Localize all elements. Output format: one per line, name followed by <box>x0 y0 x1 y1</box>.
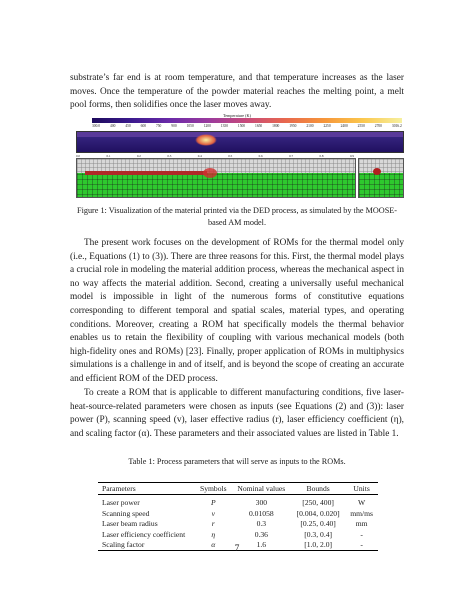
colorbar-tick-label: 1500 <box>237 124 246 128</box>
melt-pool-hotspot <box>195 134 217 146</box>
cell-units: W <box>358 498 366 507</box>
cell-symbol: r <box>211 519 215 529</box>
paragraph-inputs: To create a ROM that is applicable to different manufacturing conditions, five laser-heat-source-related parameters were chosen as inputs (see Equations (2) and (3)): laser power (P), scanning speed (v), laser effective radius (r), laser efficiency coefficient (η), and scaling factor (α). These parameters and their associated values are listed in Table 1. <box>70 388 404 439</box>
paragraph-rom-focus: The present work focuses on the development of ROMs for the thermal model only (i.e., Equations (1) to (3)). There are three reasons for this. First, the thermal model plays a crucial role in modeling the material addition process, whereas the mechanical aspect in no way affects the material addition. Second, creating a universally useful mechanical model is impossible in light of the numerous forms of constitutive equations corresponding to different temporal and spatial scales, material types, and operating conditions. Moreover, creating a ROM hat specifically models the thermal behavior enables us to retain the flexibility of coupling with various mechanical models (both high-fidelity ones and ROMs) [23]. Finally, proper application of ROMs in multiphysics simulations is a challenge in and of itself, and is beyond the scope of creating an accurate and efficient ROM of the DED process. <box>70 238 404 384</box>
cell-param: Laser power <box>102 498 140 507</box>
cell-symbol: P <box>210 498 216 507</box>
mesh-tick-label: 0.4 <box>197 154 202 158</box>
cell-nominal: 300 <box>255 498 268 507</box>
header-nominal: Nominal values <box>232 483 291 495</box>
mesh-tick-label: 0.7 <box>289 154 294 158</box>
colorbar-tick-label: 900 <box>171 124 177 128</box>
page-number: 7 <box>234 544 240 554</box>
cell-symbol: η <box>211 529 216 539</box>
colorbar-tick-label: 450 <box>125 124 131 128</box>
cell-bounds: [0.25, 0.40] <box>300 519 336 529</box>
cell-nominal: 1.6 <box>232 540 291 551</box>
colorbar-tick-label: 2100 <box>306 124 314 128</box>
parameters-table <box>98 482 378 551</box>
header-symbols: Symbols <box>195 483 232 495</box>
cell-bounds: [1.0, 2.0] <box>291 540 345 551</box>
colorbar-tick-label: 2700 <box>374 124 382 128</box>
mesh-tick-label: 0.2 <box>136 154 141 158</box>
colorbar-tick-label: 1350 <box>220 124 228 128</box>
mesh-tick-label: 0.9 <box>349 154 354 158</box>
table-header-row <box>98 483 378 495</box>
mesh-tick-label: 0.0 <box>76 154 80 158</box>
colorbar-tick-label: 2250 <box>323 124 331 128</box>
colorbar-tick-label: 1200 <box>203 124 211 128</box>
melt-pool-spot <box>203 168 217 178</box>
colorbar-tick-label: 1800 <box>272 124 280 128</box>
figure-ded-simulation <box>72 113 402 198</box>
table-row <box>98 508 378 519</box>
colorbar-title: Temperature (K) <box>223 113 251 118</box>
mesh-cross-section <box>358 158 404 198</box>
colorbar-tick-label: 1950 <box>289 124 297 128</box>
colorbar-tick-label: 300.0 <box>92 124 101 128</box>
mesh-tick-label: 0.6 <box>258 154 263 158</box>
cross-section-melt-pool <box>373 168 381 175</box>
cell-units: - <box>360 529 363 539</box>
cell-units: - <box>345 540 378 551</box>
colorbar-tick-label: 3016.2 <box>391 124 402 128</box>
cell-bounds: [250, 400] <box>302 498 334 507</box>
figure-caption: Figure 1: Visualization of the material printed via the DED process, as simulated by the MOOSE-based AM model. <box>77 206 397 227</box>
colorbar-tick-label: 2400 <box>340 124 348 128</box>
colorbar-tick-label: 1650 <box>255 124 263 128</box>
mesh-tick-label: 0.8 <box>319 154 324 158</box>
mesh-tick-label: 0.1 <box>106 154 111 158</box>
colorbar <box>92 118 402 123</box>
cell-param: Laser beam radius <box>102 519 158 529</box>
colorbar-tick-label: 2550 <box>357 124 365 128</box>
table-caption: Table 1: Process parameters that will serve as inputs to the ROMs. <box>128 457 346 466</box>
cell-nominal: 0.36 <box>254 529 268 539</box>
cell-units: mm <box>355 519 368 529</box>
mesh-tick-label: 0.3 <box>167 154 172 158</box>
mesh-tick-label: 0.5 <box>228 154 233 158</box>
cell-param: Laser efficiency coefficient <box>102 529 186 539</box>
cell-symbol: v <box>211 508 215 518</box>
colorbar-tick-label: 750 <box>155 124 162 128</box>
cell-bounds: [0.3, 0.4] <box>304 529 333 539</box>
table-row <box>98 519 378 530</box>
colorbar-tick-label: 1050 <box>186 124 194 128</box>
paragraph-intro: substrate’s far end is at room temperature, and that temperature increases as the laser moves. Once the temperature of the powder material reaches the melting point, a melt pool forms, then solidifies once the laser moves away. <box>70 73 404 111</box>
cell-bounds: [0.004, 0.020] <box>296 508 340 518</box>
header-units: Units <box>345 483 378 495</box>
header-parameters: Parameters <box>98 483 195 495</box>
table-row <box>98 495 378 509</box>
substrate-temperature-view <box>76 131 404 153</box>
colorbar-tick-label: 600 <box>140 124 147 128</box>
mesh-side-view <box>76 158 356 198</box>
table-row <box>98 529 378 540</box>
colorbar-tick-label: 400 <box>110 124 116 128</box>
cell-param: Scanning speed <box>102 508 150 518</box>
cell-param: Scaling factor <box>98 540 195 551</box>
cell-nominal: 0.01058 <box>248 508 274 518</box>
cell-units: mm/ms <box>350 508 374 518</box>
deposited-track <box>85 171 207 175</box>
header-bounds: Bounds <box>291 483 345 495</box>
cell-nominal: 0.3 <box>256 519 267 529</box>
cell-symbol: α <box>195 540 232 551</box>
colorbar-ticks <box>92 124 402 130</box>
